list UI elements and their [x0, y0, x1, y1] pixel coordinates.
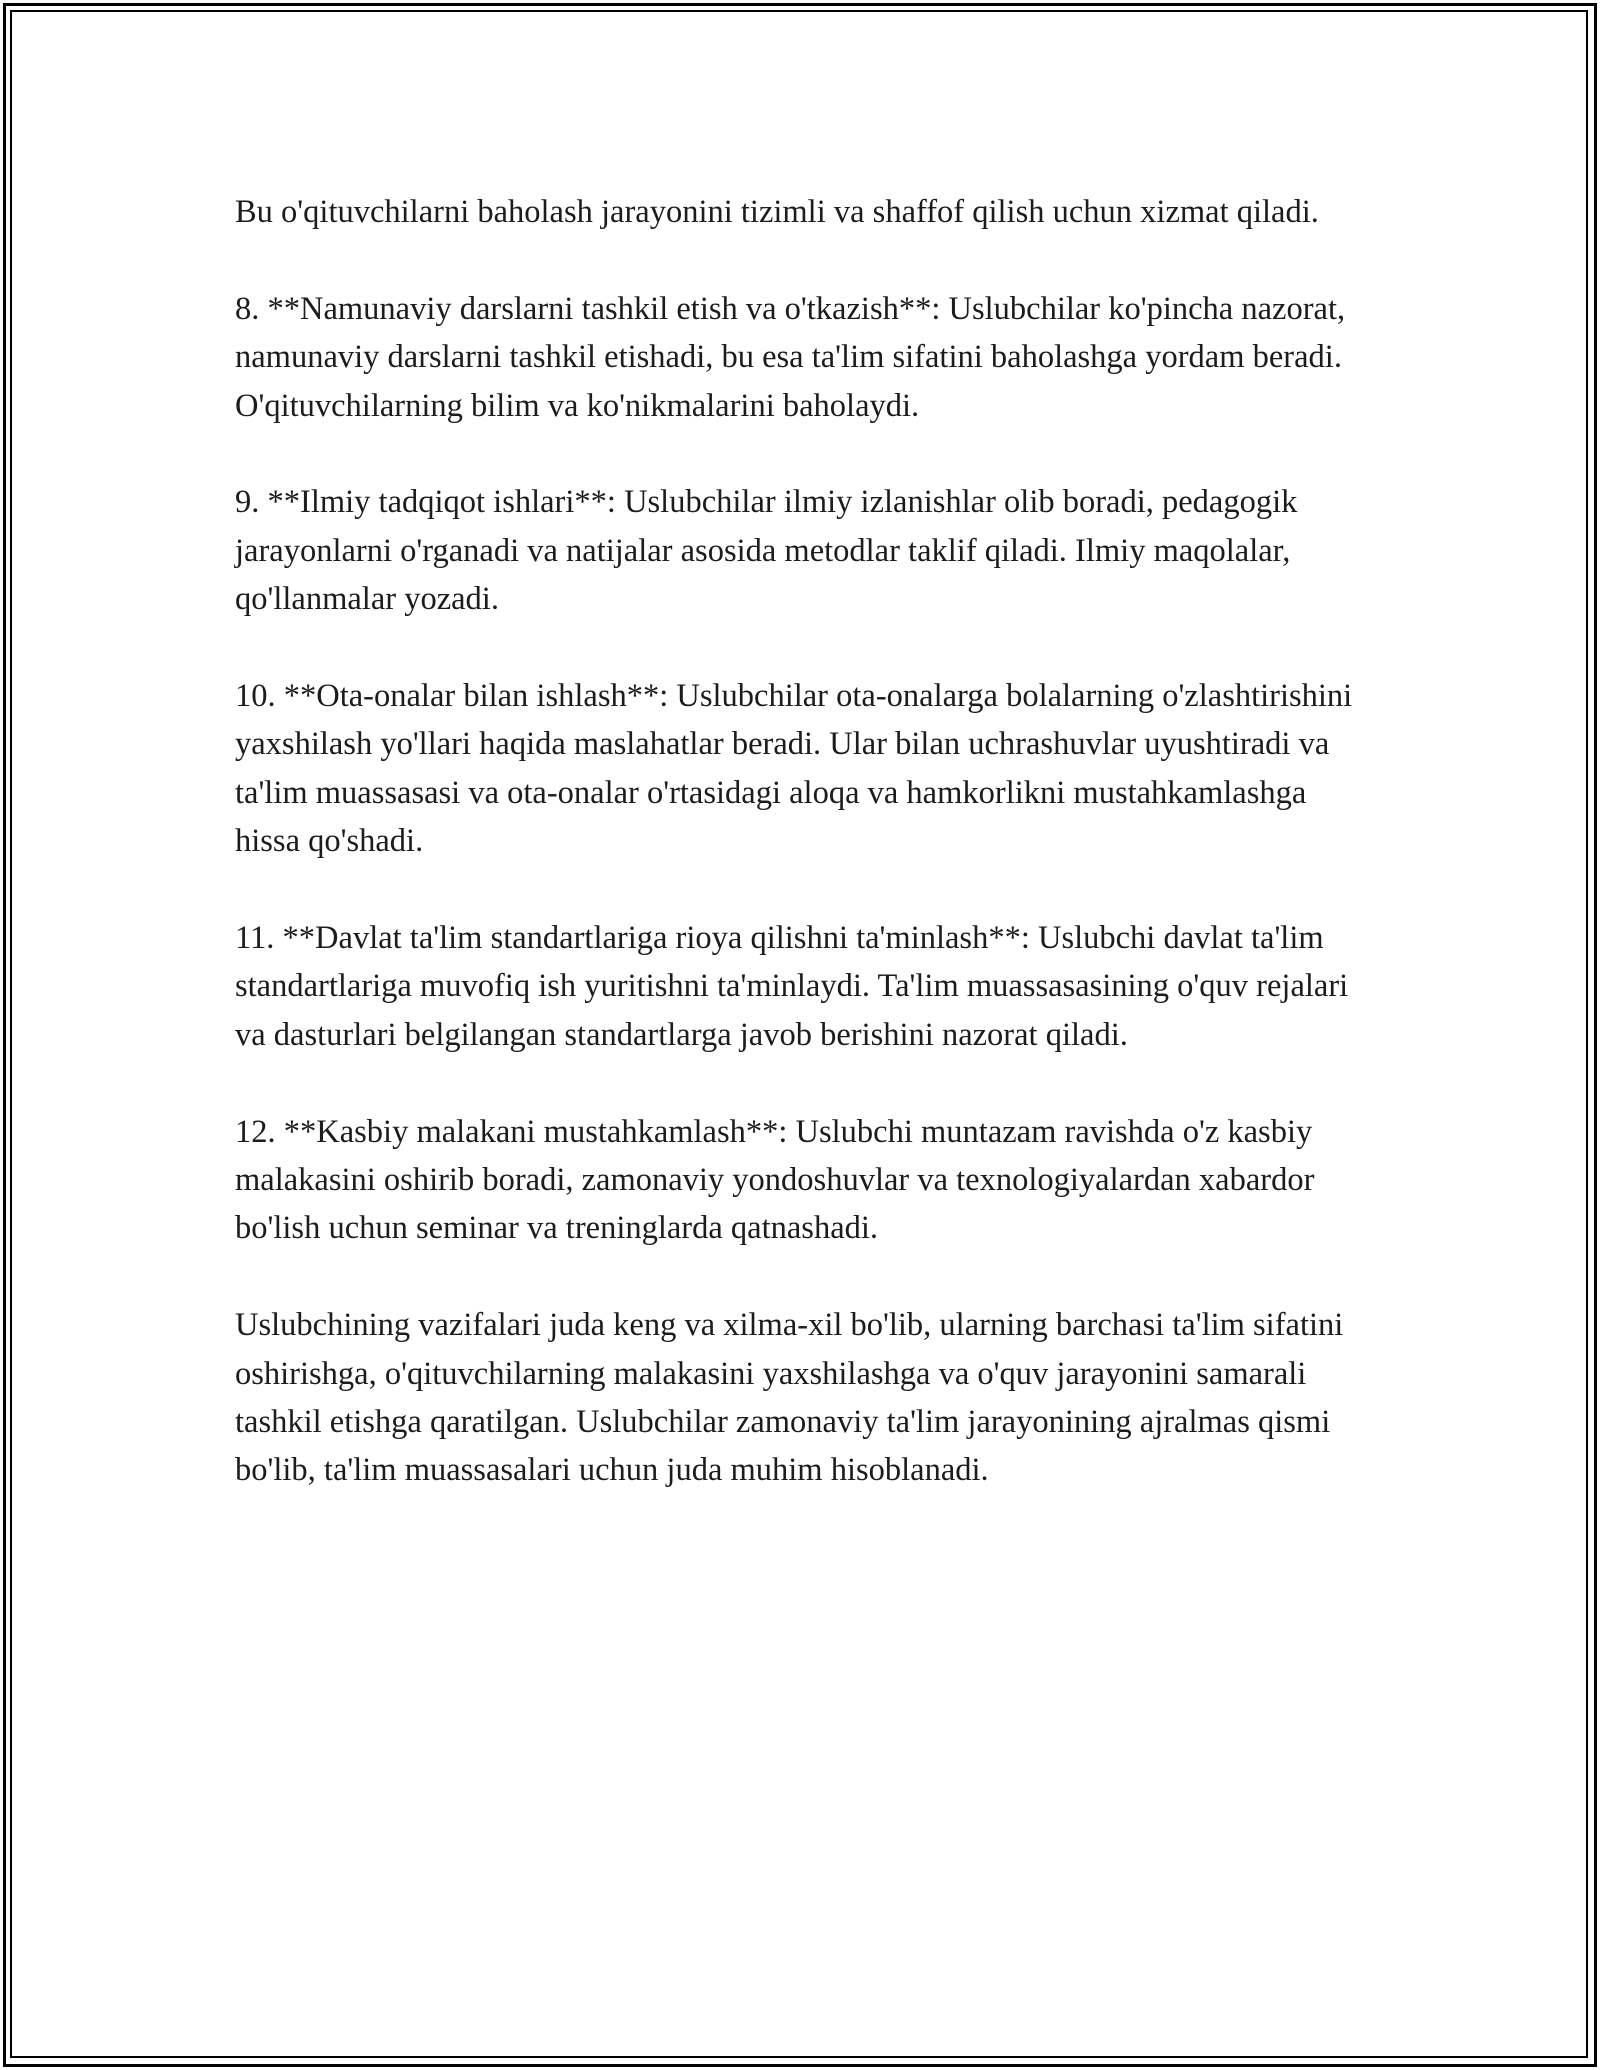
paragraph-conclusion: Uslubchining vazifalari juda keng va xilma-xil bo'lib, ularning barchasi ta'lim sifatini oshirishga, o'qituvchilarning malakasini yaxshilashga va o'quv jarayonini samarali tashkil etishga qaratilgan. Uslubchilar zamonaviy ta'lim jarayonining ajralmas qismi bo'lib, ta'lim muassasalari uchun juda muhim hisoblanadi.: [235, 1307, 1344, 1489]
paragraph-item-10: 10. **Ota-onalar bilan ishlash**: Uslubchilar ota-onalarga bolalarning o'zlashtirishini yaxshilash yo'llari haqida maslahatlar beradi. Ular bilan uchrashuvlar uyushtiradi va ta'lim muassasasi va ota-onalar o'rtasidagi aloqa va hamkorlikni mustahkamlashga hissa qo'shadi.: [235, 678, 1353, 860]
document-body: [235, 188, 1370, 1495]
paragraph-item-9: 9. **Ilmiy tadqiqot ishlari**: Uslubchilar ilmiy izlanishlar olib boradi, pedagogik jarayonlarni o'rganadi va natijalar asosida metodlar taklif qiladi. Ilmiy maqolalar, qo'llanmalar yozadi.: [235, 484, 1298, 618]
paragraph-item-11: 11. **Davlat ta'lim standartlariga rioya qilishni ta'minlash**: Uslubchi davlat ta'lim standartlariga muvofiq ish yuritishni ta'minlaydi. Ta'lim muassasasining o'quv rejalari va dasturlari belgilangan standartlarga javob berishini nazorat qiladi.: [235, 920, 1349, 1053]
paragraph-intro-continuation: Bu o'qituvchilarni baholash jarayonini tizimli va shaffof qilish uchun xizmat qiladi.: [235, 194, 1319, 230]
paragraph-item-12: 12. **Kasbiy malakani mustahkamlash**: Uslubchi muntazam ravishda o'z kasbiy malakasini oshirib boradi, zamonaviy yondoshuvlar va texnologiyalardan xabardor bo'lish uchun seminar va treninglarda qatnashadi.: [235, 1113, 1315, 1247]
paragraph-item-8: 8. **Namunaviy darslarni tashkil etish va o'tkazish**: Uslubchilar ko'pincha nazorat, namunaviy darslarni tashkil etishadi, bu esa ta'lim sifatini baholashga yordam beradi. O'qituvchilarning bilim va ko'nikmalarini baholaydi.: [235, 290, 1346, 424]
